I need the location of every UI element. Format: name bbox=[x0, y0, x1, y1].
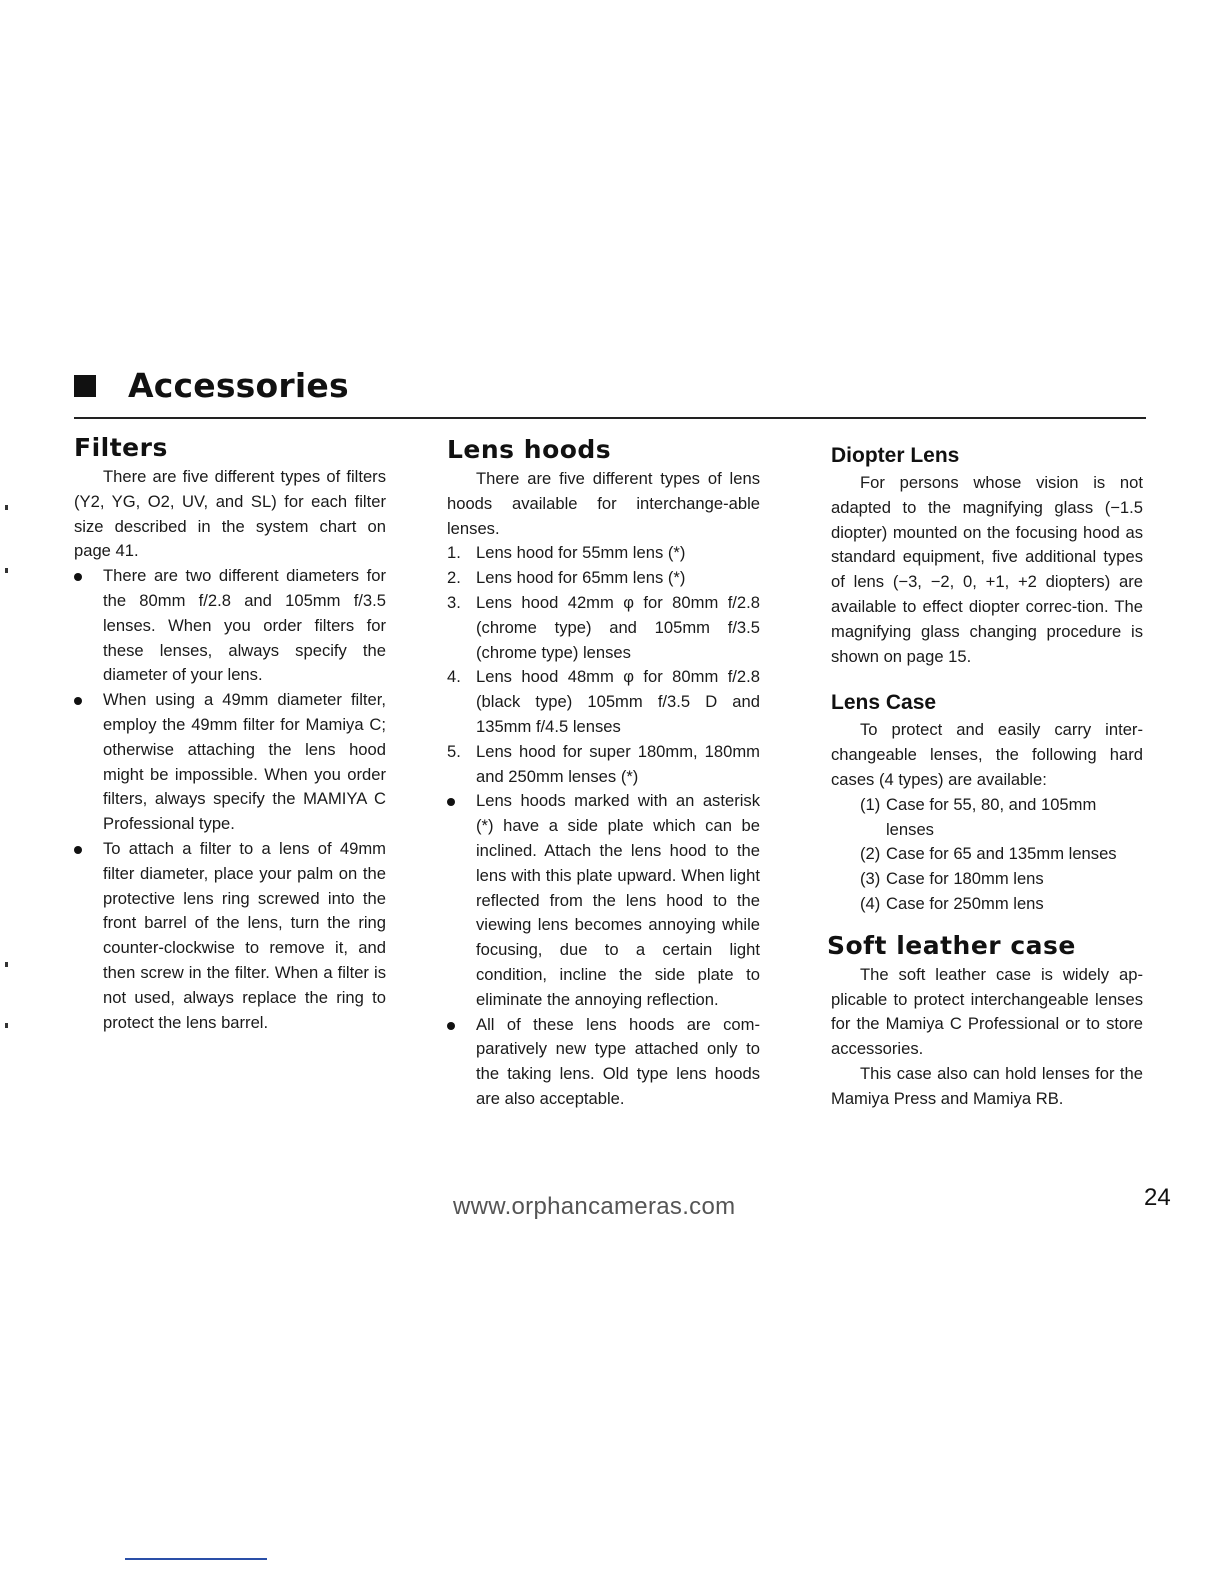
soft-leather-case-para2: This case also can hold lenses for the Mamiya Press and Mamiya RB. bbox=[831, 1063, 1143, 1108]
item-number: (2) bbox=[860, 844, 881, 864]
item-text: Lens hood 42mm φ for 80mm f/2.8 (chrome type) and 105mm f/3.5 (chrome type) lenses bbox=[476, 592, 760, 662]
item-number: (4) bbox=[860, 893, 881, 913]
scan-mark bbox=[5, 505, 8, 510]
soft-leather-case-heading: Soft leather case bbox=[827, 930, 1076, 960]
filters-bullet-text: To attach a filter to a lens of 49mm filter diameter, place your palm on the protective lens ring screwed into the front barrel of the lens, turn the ring counter-clockwise to remove it, and then screw in the filter. When a filter is not used, always replace the ring to protect the lens barrel. bbox=[103, 838, 386, 1032]
title-divider bbox=[74, 417, 1146, 419]
list-item bbox=[74, 564, 386, 688]
list-item bbox=[74, 688, 386, 837]
item-number: 2. bbox=[447, 568, 461, 588]
list-item bbox=[447, 541, 760, 566]
filters-section bbox=[74, 431, 386, 1035]
page-title-text: Accessories bbox=[128, 366, 349, 405]
item-number: 4. bbox=[447, 667, 461, 687]
lens-hoods-bullet-text: All of these lens hoods are com-paratively new type attached only to the taking lens. Old type lens hoods are also acceptable. bbox=[476, 1014, 760, 1108]
list-item bbox=[447, 740, 760, 790]
item-text: Lens hood for 65mm lens (*) bbox=[476, 568, 686, 588]
item-text: Lens hood for super 180mm, 180mm and 250mm lenses (*) bbox=[476, 741, 760, 786]
list-item bbox=[447, 566, 760, 591]
bullet-icon bbox=[74, 573, 82, 581]
list-item bbox=[831, 892, 1143, 917]
scan-mark bbox=[5, 568, 8, 573]
filters-intro: There are five different types of filters (Y2, YG, O2, UV, and SL) for each filter size described in the system chart on page 41. bbox=[74, 467, 386, 561]
page-number: 24 bbox=[1144, 1184, 1171, 1211]
bullet-icon bbox=[74, 697, 82, 705]
item-text: Case for 65 and 135mm lenses bbox=[886, 844, 1117, 864]
bullet-icon bbox=[447, 1022, 455, 1030]
item-number: 1. bbox=[447, 543, 461, 563]
bullet-icon bbox=[74, 846, 82, 854]
lens-case-list bbox=[831, 793, 1143, 917]
filters-bullet-list bbox=[74, 564, 386, 1035]
list-item bbox=[74, 837, 386, 1035]
list-item bbox=[831, 793, 1143, 843]
scan-mark bbox=[5, 1023, 8, 1028]
item-text: Case for 180mm lens bbox=[886, 869, 1044, 889]
lens-hoods-heading: Lens hoods bbox=[447, 435, 612, 464]
list-item bbox=[447, 665, 760, 739]
item-text: Lens hood for 55mm lens (*) bbox=[476, 543, 686, 563]
diopter-lens-heading: Diopter Lens bbox=[831, 444, 960, 467]
lens-hoods-numbered-list bbox=[447, 541, 760, 1111]
item-text: Case for 55, 80, and 105mm lenses bbox=[886, 794, 1097, 839]
list-item bbox=[831, 842, 1143, 867]
lens-hoods-bullet-text: Lens hoods marked with an asterisk (*) have a side plate which can be inclined. Attach the lens hood to the lens with this plate upward. When light reflected from the lens hood to the viewing lens becomes annoying while focusing, due to a certain light condition, incline the side plate to eliminate the annoying reflection. bbox=[476, 791, 760, 1009]
bottom-rule bbox=[125, 1558, 267, 1560]
list-item bbox=[447, 789, 760, 1012]
diopter-lens-text: For persons whose vision is not adapted to the magnifying glass (−1.5 diopter) mounted on the focusing hood as standard equipment, five additional types of lens (−3, −2, 0, +1, +2 diopters) are available to effect diopter correc-tion. The magnifying glass changing procedure is shown on page 15. bbox=[831, 473, 1143, 666]
lens-case-heading: Lens Case bbox=[831, 691, 937, 715]
footer-url[interactable]: www.orphancameras.com bbox=[453, 1193, 736, 1220]
page-title bbox=[74, 366, 349, 405]
filters-bullet-text: There are two different diameters for the 80mm f/2.8 and 105mm f/3.5 lenses. When you order filters for these lenses, always specify the diameter of your lens. bbox=[103, 566, 386, 685]
item-number: (1) bbox=[860, 794, 881, 814]
item-text: Lens hood 48mm φ for 80mm f/2.8 (black type) 105mm f/3.5 D and 135mm f/4.5 lenses bbox=[476, 667, 760, 736]
scan-mark bbox=[5, 962, 8, 967]
item-text: Case for 250mm lens bbox=[886, 893, 1044, 913]
item-number: 3. bbox=[447, 592, 461, 612]
item-number: 5. bbox=[447, 741, 461, 761]
list-item bbox=[447, 591, 760, 665]
filters-bullet-text: When using a 49mm diameter filter, employ the 49mm filter for Mamiya C; otherwise attaching the lens hood might be impossible. When you order filters, always specify the MAMIYA C Professional type. bbox=[103, 690, 386, 834]
section-square-icon bbox=[74, 375, 96, 397]
filters-heading: Filters bbox=[74, 433, 168, 462]
item-number: (3) bbox=[860, 869, 881, 889]
lens-hoods-intro: There are five different types of lens hoods available for interchange-able lenses. bbox=[447, 469, 760, 538]
right-column bbox=[827, 441, 1143, 1112]
bullet-icon bbox=[447, 798, 455, 806]
soft-leather-case-para1: The soft leather case is widely ap-plicable to protect interchangeable lenses for the Mamiya C Professional or to store accessories. bbox=[831, 964, 1143, 1059]
lens-case-intro: To protect and easily carry inter-changeable lenses, the following hard cases (4 types) are available: bbox=[831, 720, 1143, 789]
list-item bbox=[447, 1013, 760, 1112]
lens-hoods-section bbox=[447, 433, 760, 1112]
list-item bbox=[831, 867, 1143, 892]
